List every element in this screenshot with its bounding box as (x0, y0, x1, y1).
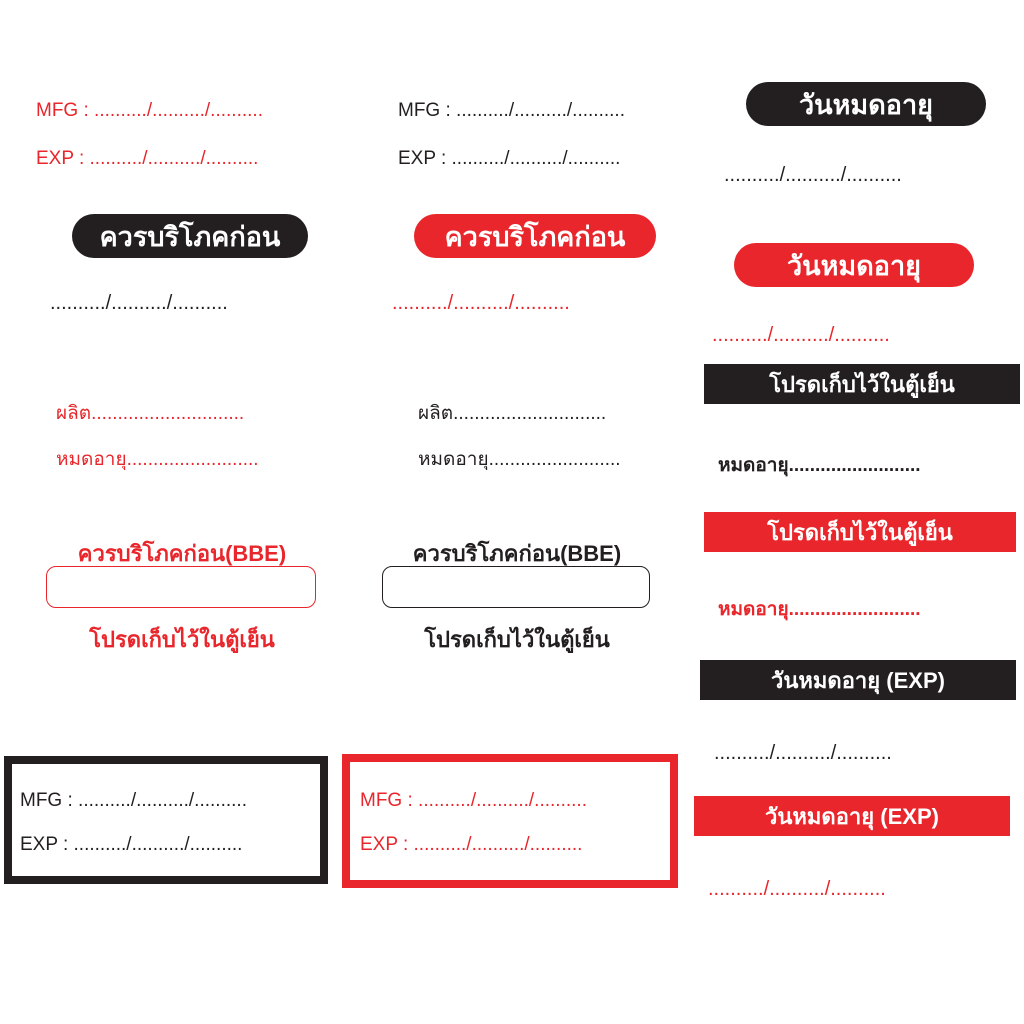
exp-line-black: EXP : ........../........../.......... (398, 148, 621, 169)
bbe-box-red[interactable] (46, 566, 316, 608)
fridge-bar-red: โปรดเก็บไว้ในตู้เย็น (704, 512, 1016, 552)
produced-line-black: ผลิต............................. (418, 403, 607, 424)
framed-label-black (4, 756, 328, 884)
framed-exp-line-black: EXP : ........../........../.......... (20, 834, 243, 855)
expire-pill-red: วันหมดอายุ (734, 243, 974, 287)
exp-line-red: EXP : ........../........../.......... (36, 148, 259, 169)
date-line-under-black-pill: ........../........../.......... (724, 164, 902, 186)
bbe-footer-black: โปรดเก็บไว้ในตู้เย็น (424, 627, 610, 652)
produced-line-red: ผลิต............................. (56, 403, 245, 424)
bbe-box-black[interactable] (382, 566, 650, 608)
expire-pill-black: วันหมดอายุ (746, 82, 986, 126)
date-line-under-exp-red: ........../........../.......... (708, 878, 886, 900)
framed-mfg-line-black: MFG : ........../........../.......... (20, 790, 247, 811)
date-line-under-exp-black: ........../........../.......... (714, 742, 892, 764)
mfg-line-black: MFG : ........../........../.......... (398, 100, 625, 121)
framed-mfg-line-red: MFG : ........../........../.......... (360, 790, 587, 811)
bbe-title-black: ควรบริโภคก่อน(BBE) (412, 541, 622, 566)
bbe-footer-red: โปรดเก็บไว้ในตู้เย็น (89, 627, 275, 652)
framed-exp-line-red: EXP : ........../........../.......... (360, 834, 583, 855)
exp-bar-red: วันหมดอายุ (EXP) (694, 796, 1010, 836)
expire-line-black-right: หมดอายุ......................... (718, 455, 921, 476)
expire-line-red: หมดอายุ......................... (56, 449, 259, 470)
expire-line-red-right: หมดอายุ......................... (718, 599, 921, 620)
mfg-line-red: MFG : ........../........../.......... (36, 100, 263, 121)
bbe-title-red: ควรบริโภคก่อน(BBE) (77, 541, 287, 566)
date-line-red: ........../........../.......... (392, 292, 570, 314)
framed-label-red (342, 754, 678, 888)
expire-line-black: หมดอายุ......................... (418, 449, 621, 470)
exp-bar-black: วันหมดอายุ (EXP) (700, 660, 1016, 700)
date-line-black: ........../........../.......... (50, 292, 228, 314)
consume-before-pill-red: ควรบริโภคก่อน (414, 214, 656, 258)
fridge-bar-black: โปรดเก็บไว้ในตู้เย็น (704, 364, 1020, 404)
date-line-under-red-pill: ........../........../.......... (712, 324, 890, 346)
consume-before-pill-black: ควรบริโภคก่อน (72, 214, 308, 258)
